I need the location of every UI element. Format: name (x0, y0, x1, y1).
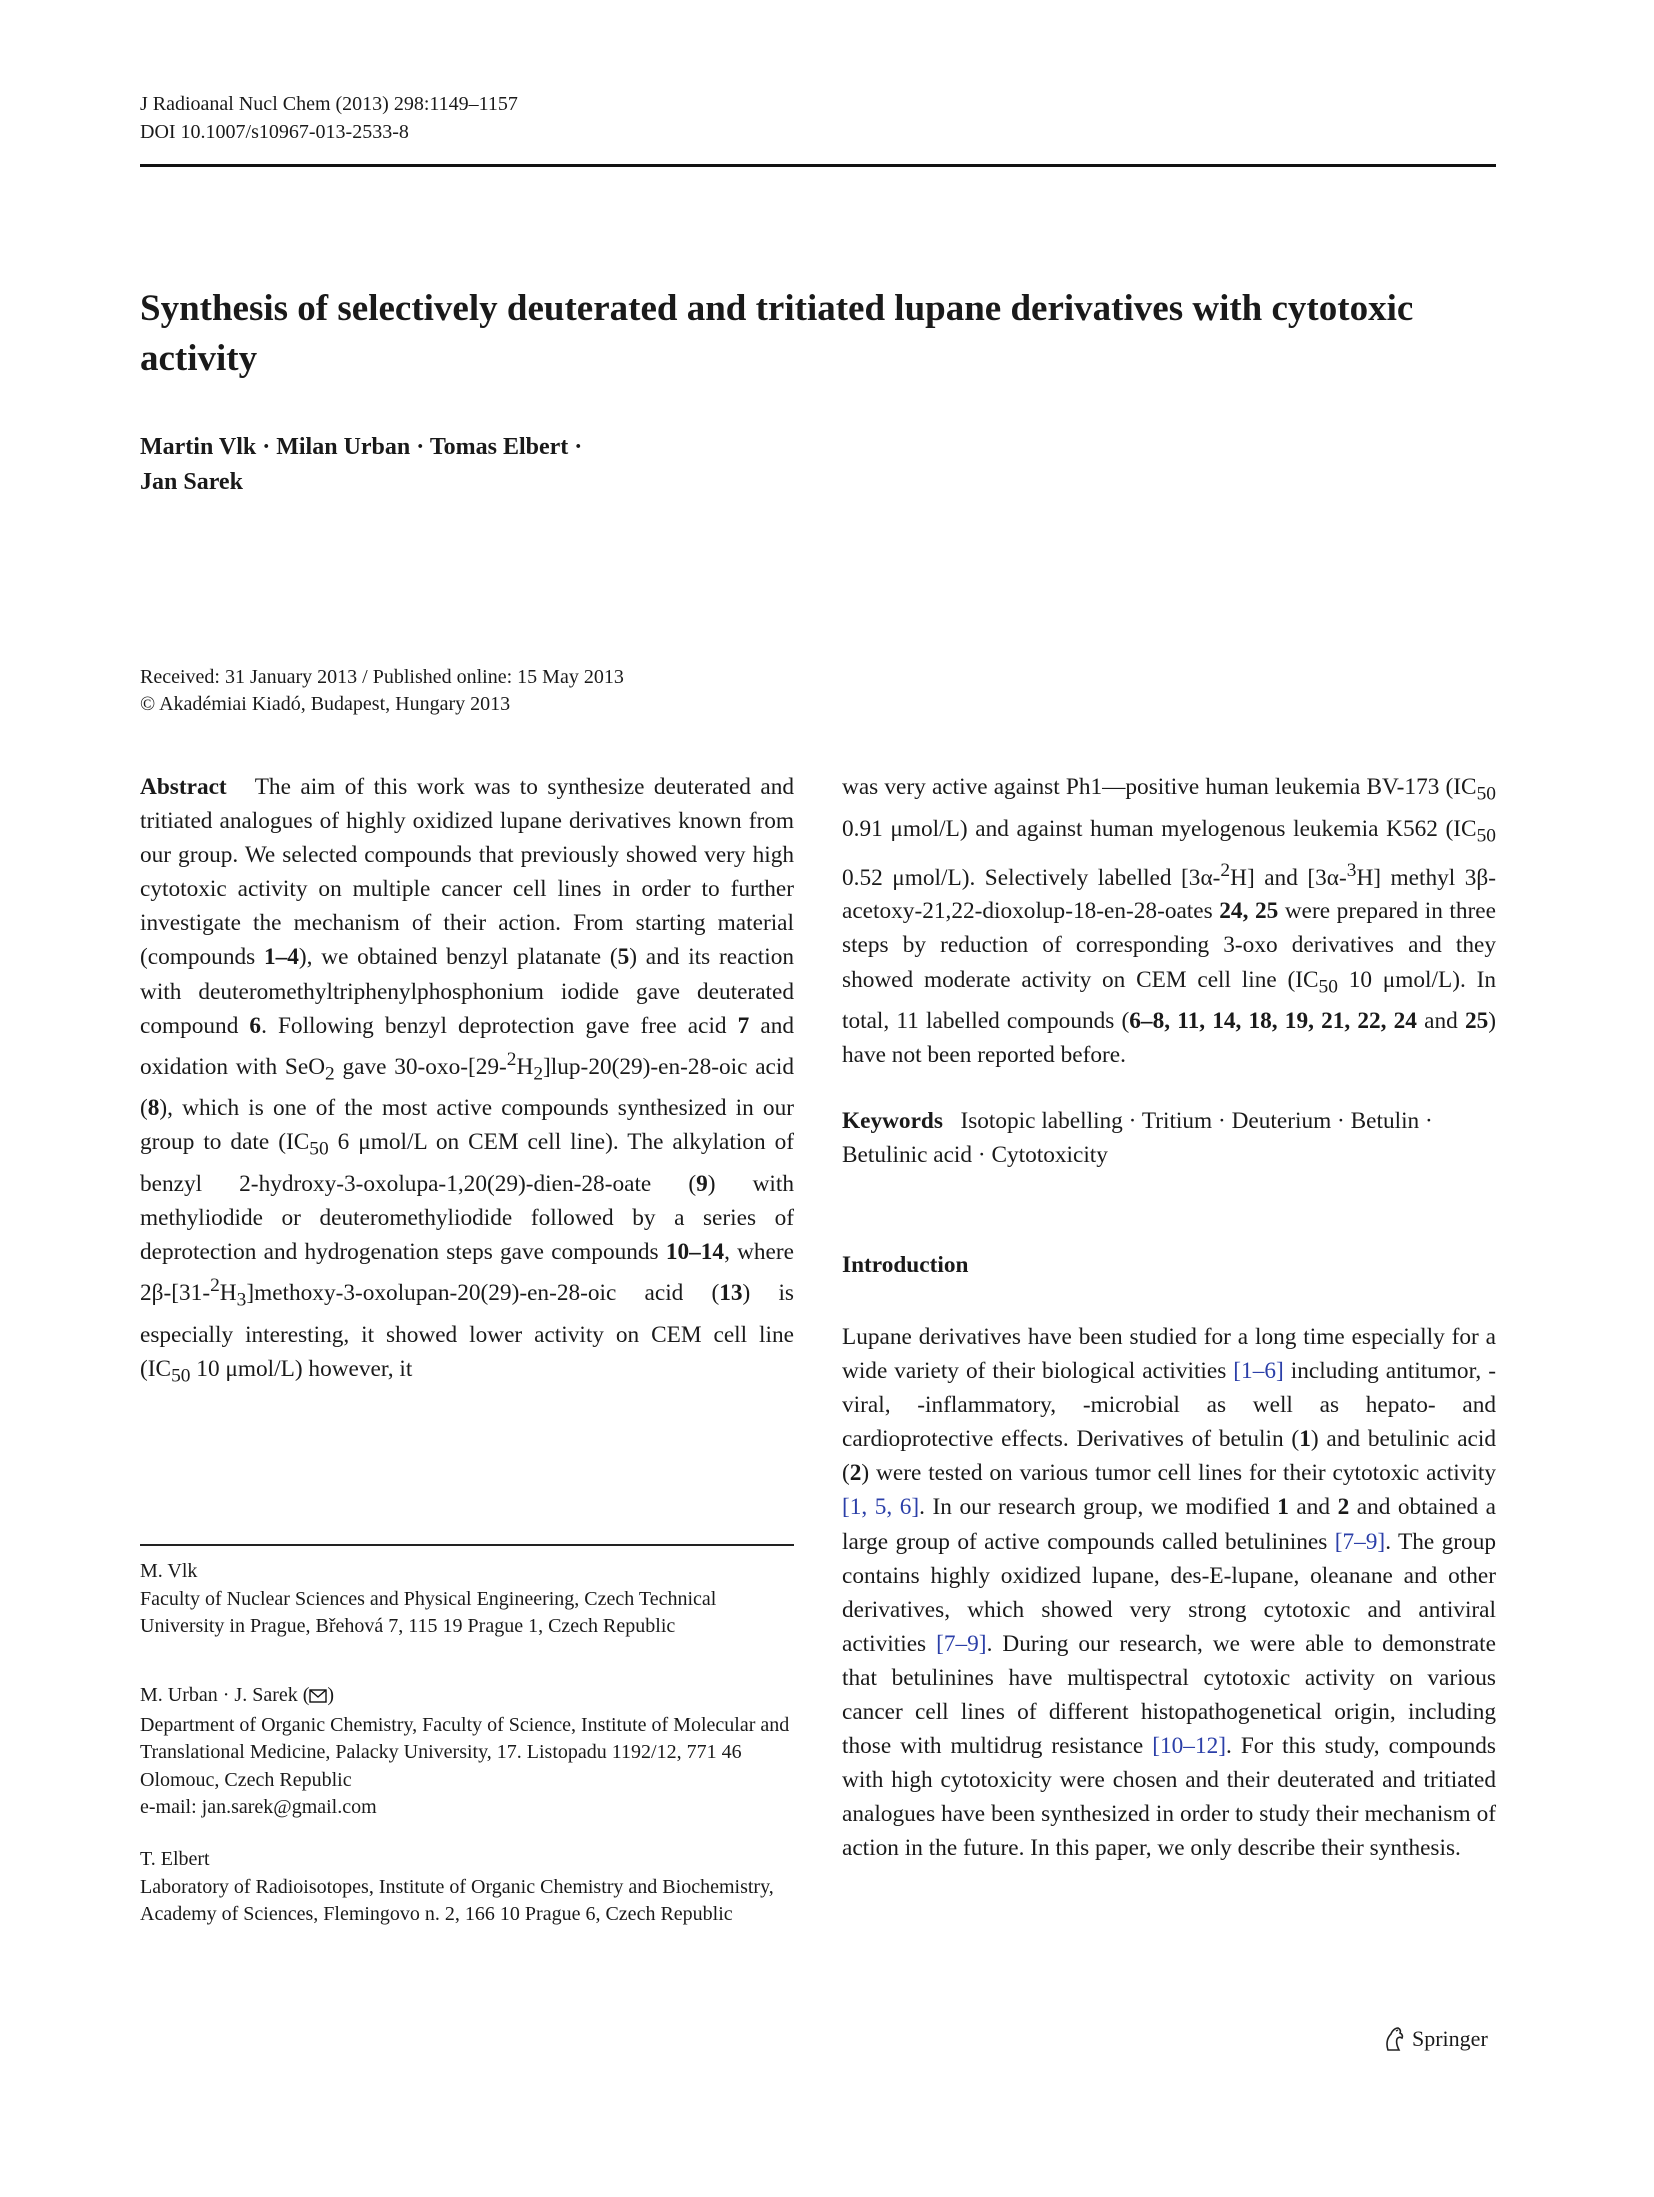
copyright: © Akadémiai Kiadó, Budapest, Hungary 2013 (140, 693, 511, 715)
publisher-name: Springer (1412, 2026, 1488, 2051)
citation-link[interactable]: [10–12] (1152, 1733, 1227, 1760)
author-line-1: Martin Vlk · Milan Urban · Tomas Elbert · (140, 434, 583, 460)
journal-header (140, 90, 518, 146)
keywords-text: Isotopic labelling · Tritium · Deuterium · Betulin · Betulinic acid · Cytotoxicity (842, 1108, 1433, 1169)
affiliation-name: M. Vlk (140, 1560, 198, 1582)
citation-link[interactable]: [7–9] (936, 1630, 987, 1657)
citation-link[interactable]: [7–9] (1334, 1528, 1386, 1555)
paper-title: Synthesis of selectively deuterated and tritiated lupane derivatives with cytotoxic activity (140, 288, 1414, 379)
abstract-left-column (140, 770, 794, 1394)
introduction-heading: Introduction (842, 1252, 969, 1278)
doi: DOI 10.1007/s10967-013-2533-8 (140, 121, 409, 143)
affiliation-name: T. Elbert (140, 1848, 210, 1870)
abstract-right-column (842, 770, 1496, 1072)
introduction-body: Lupane derivatives have been studied for a long time especially for a wide variety of their biological activities [1–6] including antitumor, -viral, -inflammatory, -microbial as well as hepato- and cardioprotective effects. Derivatives of betulin (1) and betulinic acid (2) were tested on various tumor cell lines for their cytotoxic activity [1, 5, 6]. In our research group, we modified 1 and 2 and obtained a large group of active compounds called betulinines [7–9]. The group contains highly oxidized lupane, des-E-lupane, oleanane and other derivatives, which showed very strong cytotoxic and antiviral activities [7–9]. During our research, we were able to demonstrate that betulinines have multispectral cytotoxic activity on various cancer cell lines of different histopathogenetical origin, including those with multidrug resistance [10–12]. For this study, compounds with high cytotoxicity were chosen and their deuterated and tritiated analogues have been synthesized in order to study their mechanism of action in the future. In this paper, we only describe their synthesis. (842, 1324, 1497, 1862)
abstract-label: Abstract (140, 774, 227, 800)
affiliation-address: Faculty of Nuclear Sciences and Physical Engineering, Czech Technical University in Prague, Břehová 7, 115 19 Prague 1, Czech Republic (140, 1587, 717, 1637)
publication-dates (140, 664, 840, 718)
email[interactable]: e-mail: jan.sarek@gmail.com (140, 1796, 377, 1818)
author-line-2: Jan Sarek (140, 469, 243, 495)
affiliation-urban-sarek: M. Urban · J. Sarek ( ) Department of Organic Chemistry, Faculty of Science, Institute of Molecular and Translational Medicine, Palacky University, 17. Listopadu 1192/12, 771 46 Olomouc, Czech Republic e-mail: jan.sarek@gmail.com (140, 1682, 794, 1822)
springer-logo (1382, 2026, 1488, 2052)
keywords-block (842, 1104, 1496, 1172)
citation-link[interactable]: [1–6] (1233, 1358, 1284, 1385)
journal-citation: J Radioanal Nucl Chem (2013) 298:1149–1157 (140, 93, 518, 115)
footnote-rule (140, 1544, 794, 1546)
affiliation-vlk (140, 1558, 794, 1641)
envelope-icon[interactable] (309, 1684, 327, 1712)
abstract-paragraph: Abstract The aim of this work was to synthesize deuterated and tritiated analogues of highly oxidized lupane derivatives known from our group. We selected compounds that previously showed very high cytotoxic activity on multiple cancer cell lines in order to further investigate the mechanism of their action. From starting material (compounds 1–4), we obtained benzyl platanate (5) and its reaction with deuteromethyltriphenylphosphonium iodide gave deuterated compound 6. Following benzyl deprotection gave free acid 7 and oxidation with SeO$_2$ gave $30-oxo-[29-^2H_2]lup-20(29)-en-28$-oic acid (8), which is one of the most active compounds synthesized in our group to date ($IC_{50}$ 6 μmol/L on CEM cell line). The alkylation of benzyl 2-hydroxy-3-oxolupa-1,20(29)-dien-28-oate (9) with methyliodide or deuteromethyliodide followed by a series of deprotection and hydrogenation steps gave compounds 10–14, where $2\beta-[31-^2H_3]methoxy-3-oxolupan-20(29)-en-28$-oic acid (13) is especially interesting, it showed lower activity on CEM cell line ($IC_{50}$ 10 μmol/L) however, it (140, 774, 795, 1387)
springer-horse-icon (1382, 2026, 1406, 2052)
affiliation-elbert (140, 1846, 794, 1929)
affiliation-address: Department of Organic Chemistry, Faculty of Science, Institute of Molecular and Translational Medicine, Palacky University, 17. Listopadu 1192/12, 771 46 Olomouc, Czech Republic (140, 1713, 790, 1791)
received-date: Received: 31 January 2013 / Published online: 15 May 2013 (140, 666, 624, 688)
header-rule (140, 164, 1496, 167)
affiliation-address: Laboratory of Radioisotopes, Institute of Organic Chemistry and Biochemistry, Academy of Sciences, Flemingovo n. 2, 166 10 Prague 6, Czech Republic (140, 1875, 774, 1925)
citation-link[interactable]: [1, 5, 6] (842, 1494, 920, 1521)
keywords-label: Keywords (842, 1108, 943, 1134)
affiliation-name: M. Urban · J. Sarek ( (140, 1684, 310, 1706)
abstract-continuation: was very active against Ph1—positive human leukemia BV-173 ($IC_{50}$ 0.91 μmol/L) and against human myelogenous leukemia K562 ($IC_{50}$ 0.52 μmol/L). Selectively labelled [3α-$^2$H] and [3α-$^3$H] methyl 3β-acetoxy-21,22-dioxolup-18-en-28-oates 24, 25 were prepared in three steps by reduction of corresponding 3-oxo derivatives and they showed moderate activity on CEM cell line ($IC_{50}$ 10 μmol/L). In total, 11 labelled compounds (6–8, 11, 14, 18, 19, 21, 22, 24 and 25) have not been reported before. (842, 774, 1497, 1069)
author-list (140, 430, 840, 500)
